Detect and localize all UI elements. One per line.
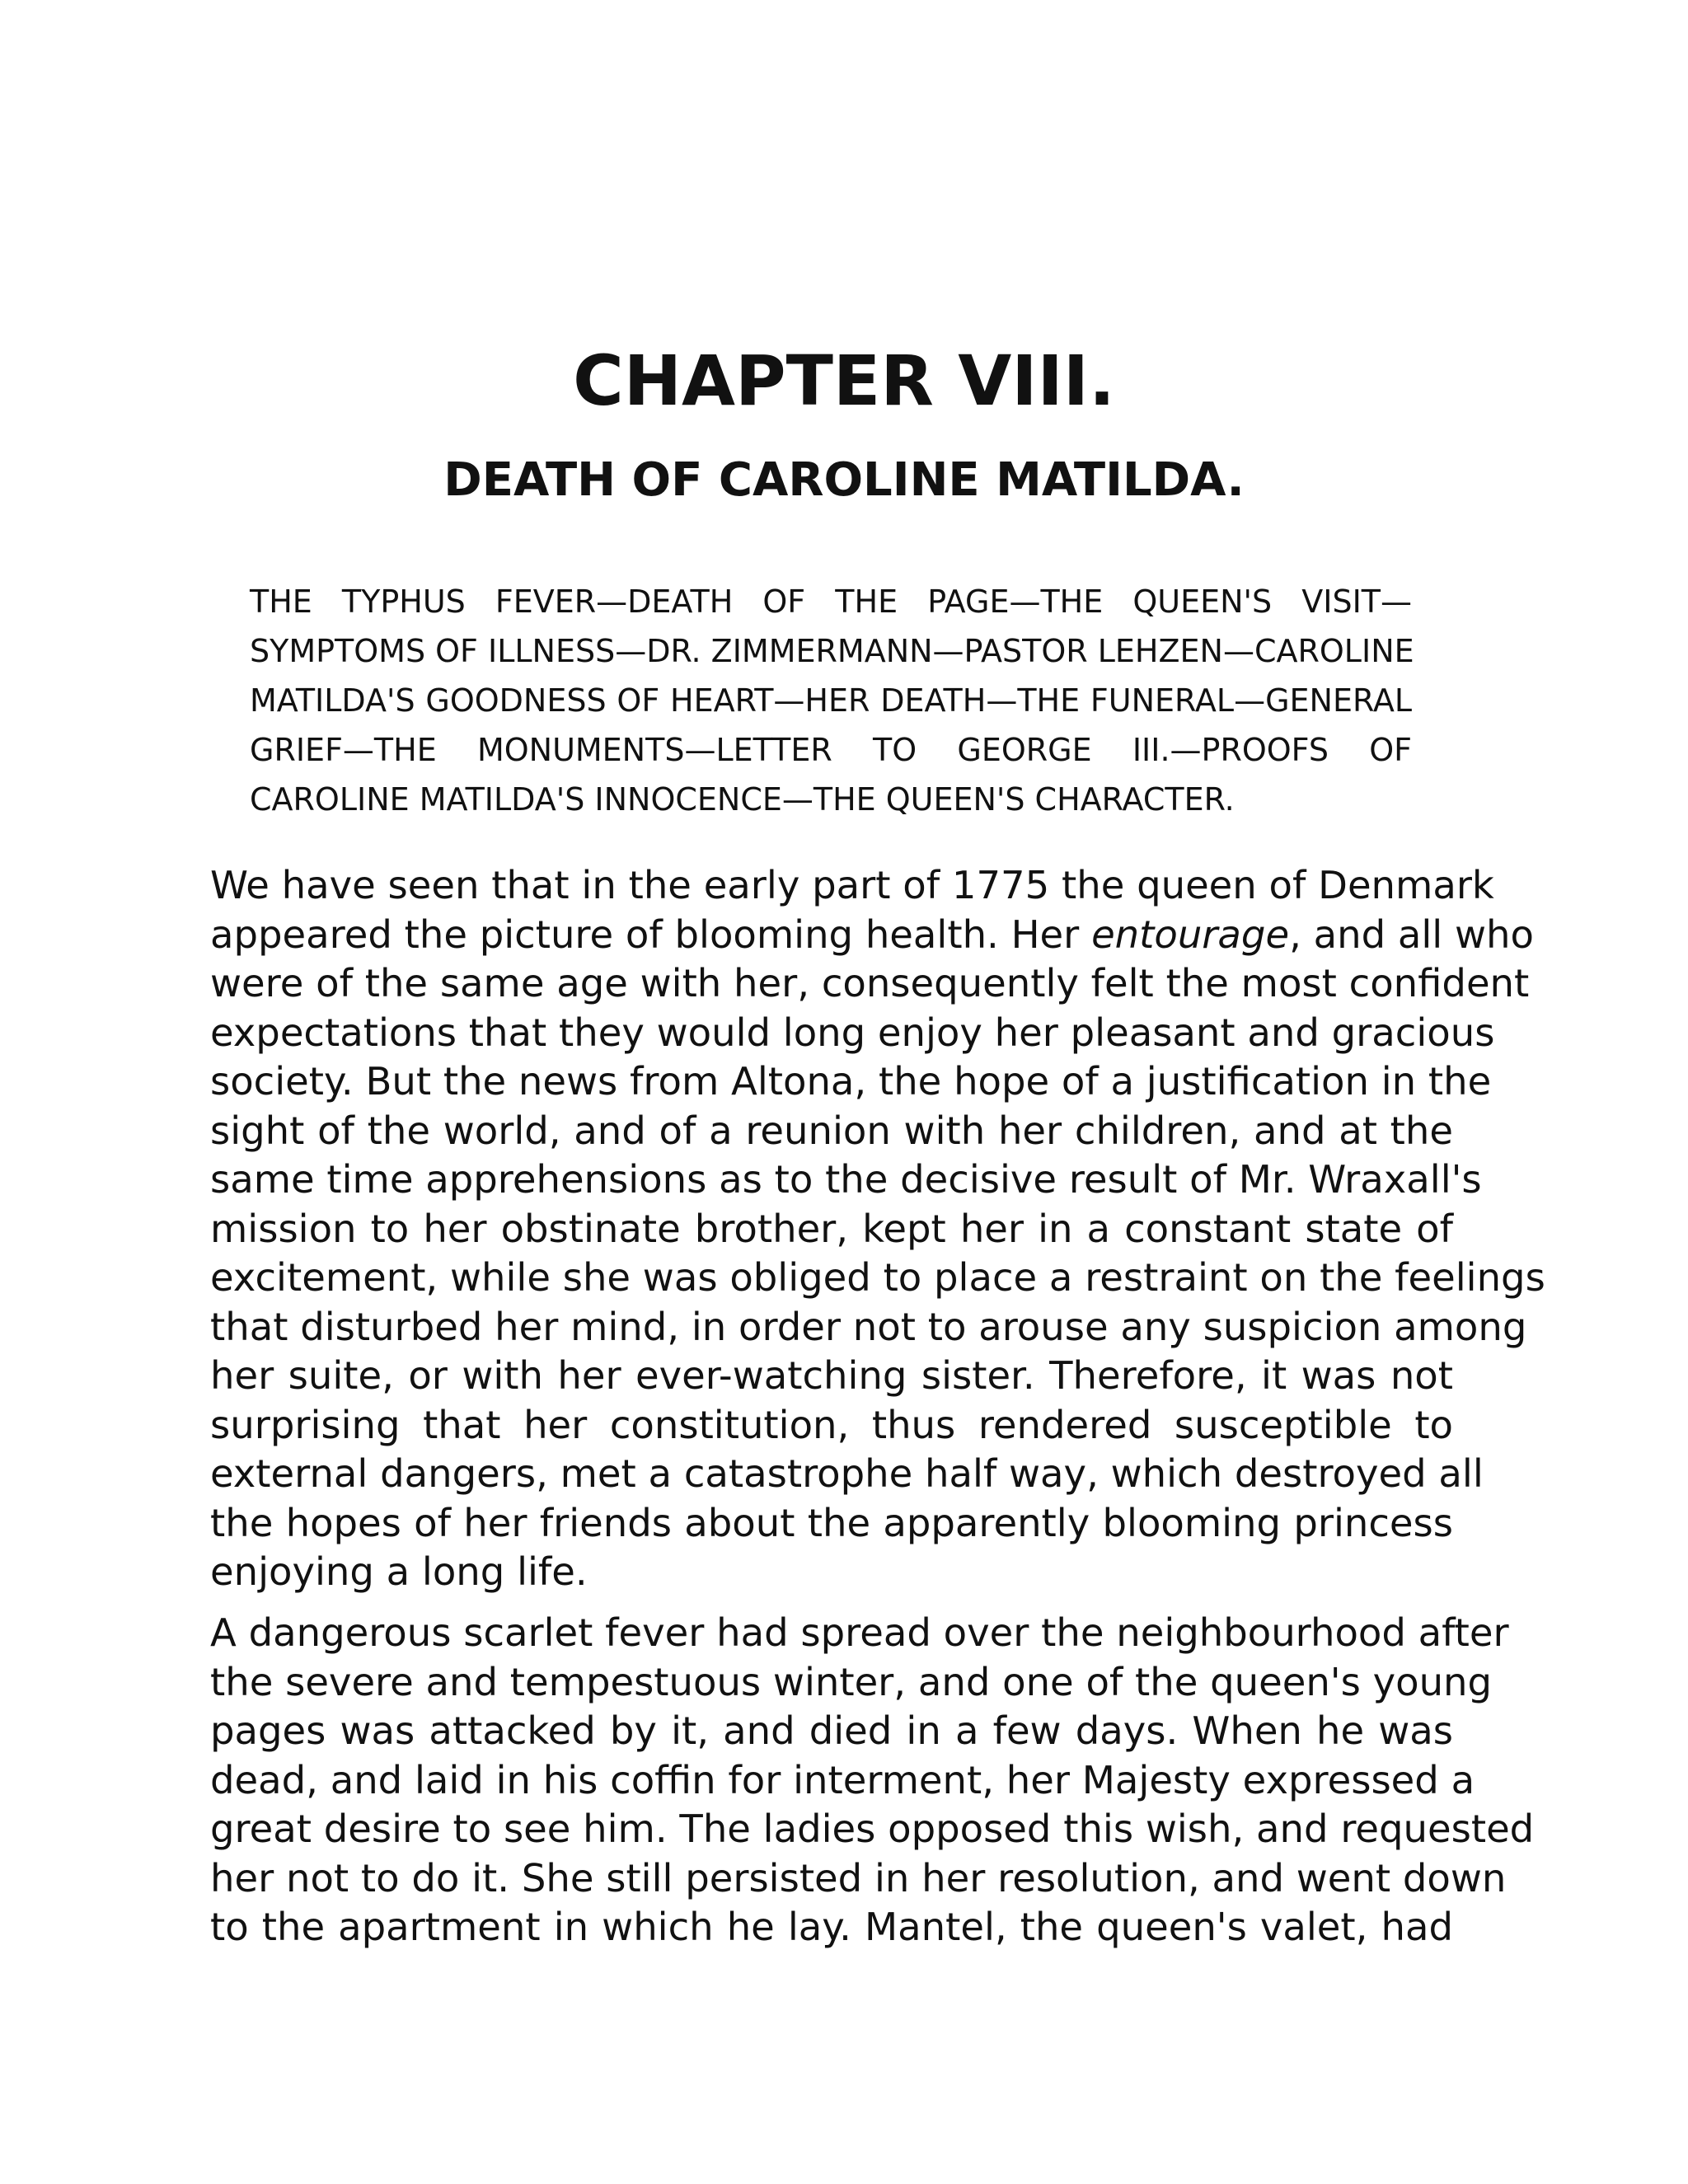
paragraph-line: excitement, while she was obliged to place a restraint on the feelings: [210, 1255, 1545, 1300]
paragraph-line: surprising that her constitution, thus rendered susceptible to: [210, 1402, 1453, 1447]
paragraph-line: A dangerous scarlet fever had spread over the neighbourhood after: [210, 1610, 1509, 1655]
synopsis-line: CAROLINE MATILDA'S INNOCENCE—THE QUEEN'S CHARACTER.: [250, 781, 1235, 818]
paragraph-line: sight of the world, and of a reunion with her children, and at the: [210, 1108, 1453, 1153]
chapter-synopsis: [250, 577, 1412, 824]
paragraph-line: were of the same age with her, consequently felt the most confident: [210, 961, 1530, 1005]
paragraph-1: [210, 861, 1545, 1597]
paragraph-line: [210, 911, 1534, 960]
line-text: appeared the picture of blooming health. Her: [210, 912, 1092, 957]
paragraph-line: that disturbed her mind, in order not to arouse any suspicion among: [210, 1304, 1527, 1349]
paragraph-line: dead, and laid in his coffin for interment, her Majesty expressed a: [210, 1757, 1475, 1802]
line-text: , and all who: [1289, 912, 1534, 957]
synopsis-line: MATILDA'S GOODNESS OF HEART—HER DEATH—THE FUNERAL—GENERAL: [250, 682, 1412, 719]
paragraph-line: mission to her obstinate brother, kept her in a constant state of: [210, 1206, 1453, 1251]
synopsis-line: GRIEF—THE MONUMENTS—LETTER TO GEORGE III.—PROOFS OF: [250, 732, 1412, 768]
paragraph-line: the severe and tempestuous winter, and one of the queen's young: [210, 1659, 1493, 1704]
paragraph-line: external dangers, met a catastrophe half way, which destroyed all: [210, 1451, 1484, 1496]
paragraph-line: society. But the news from Altona, the hope of a justification in the: [210, 1059, 1492, 1104]
paragraph-line: We have seen that in the early part of 1775 the queen of Denmark: [210, 863, 1494, 907]
synopsis-line: THE TYPHUS FEVER—DEATH OF THE PAGE—THE QUEEN'S VISIT—: [250, 583, 1412, 620]
italic-word: entourage: [1091, 912, 1290, 957]
paragraph-line: to the apartment in which he lay. Mantel, the queen's valet, had: [210, 1905, 1453, 1949]
paragraph-line: great desire to see him. The ladies opposed this wish, and requested: [210, 1807, 1535, 1851]
paragraph-line: enjoying a long life.: [210, 1549, 588, 1594]
paragraph-line: pages was attacked by it, and died in a few days. When he was: [210, 1708, 1453, 1753]
paragraph-line: her suite, or with her ever-watching sister. Therefore, it was not: [210, 1353, 1453, 1398]
paragraph-2: [210, 1609, 1535, 1952]
chapter-title: CHAPTER VIII.: [573, 340, 1115, 421]
paragraph-line: expectations that they would long enjoy her pleasant and gracious: [210, 1010, 1495, 1055]
paragraph-line: same time apprehensions as to the decisive result of Mr. Wraxall's: [210, 1157, 1482, 1202]
paragraph-line: her not to do it. She still persisted in her resolution, and went down: [210, 1855, 1507, 1900]
synopsis-line: SYMPTOMS OF ILLNESS—DR. ZIMMERMANN—PASTOR LEHZEN—CAROLINE: [250, 633, 1414, 669]
chapter-subtitle: DEATH OF CAROLINE MATILDA.: [443, 453, 1245, 507]
paragraph-line: the hopes of her friends about the apparently blooming princess: [210, 1500, 1453, 1545]
